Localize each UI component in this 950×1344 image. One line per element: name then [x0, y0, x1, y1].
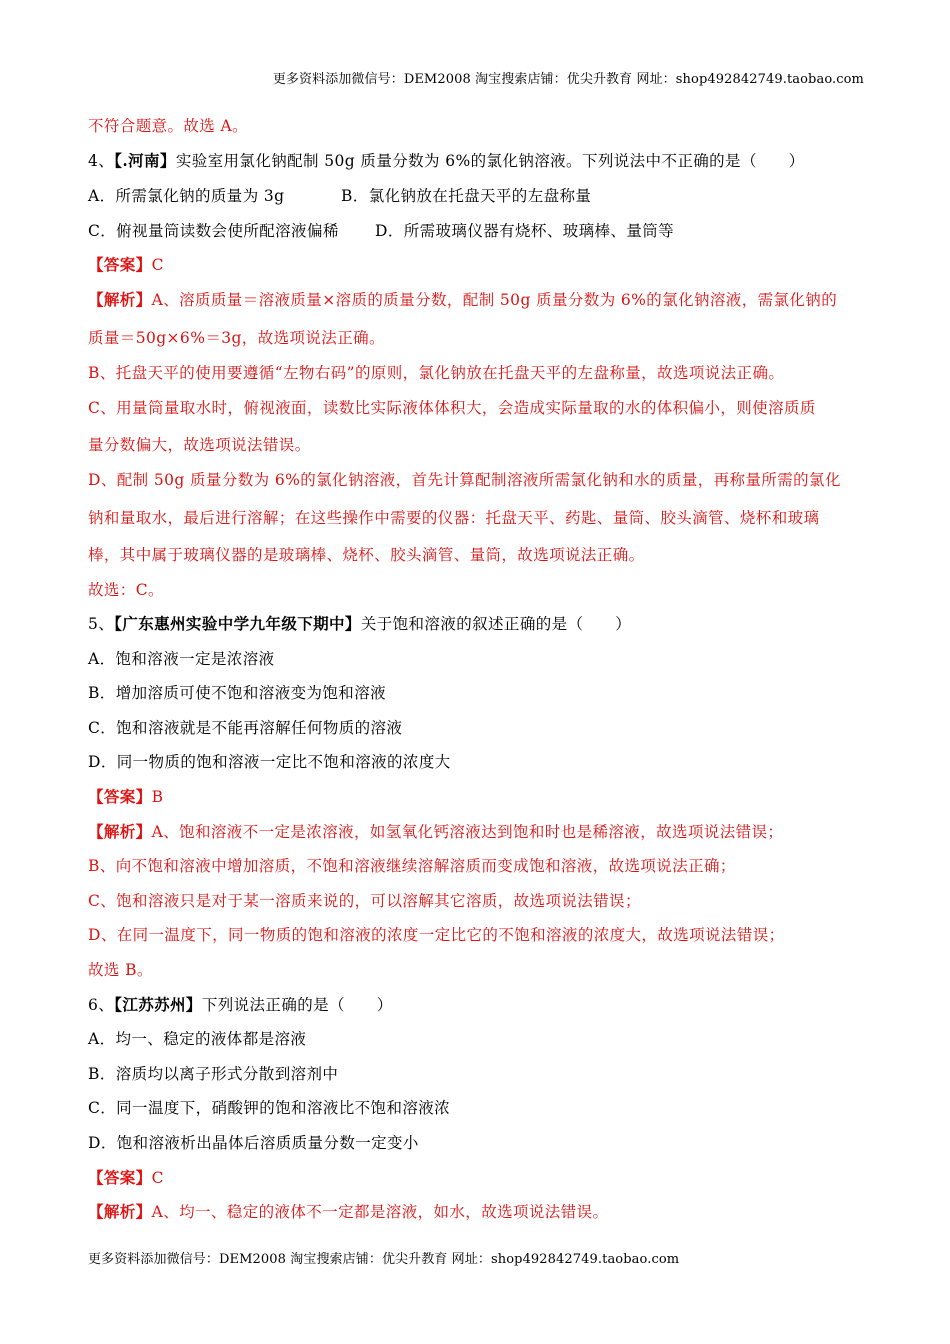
q4-source: 【.河南】	[114, 151, 176, 170]
q4-conclusion: 故选：C。	[88, 581, 164, 599]
q6-stem-line	[88, 995, 393, 1015]
q5-option-d: D．同一物质的饱和溶液一定比不饱和溶液的浓度大	[88, 753, 451, 771]
q6-answer	[88, 1168, 164, 1188]
q5-explanation-line-2: B、向不饱和溶液中增加溶质，不饱和溶液继续溶解溶质而变成饱和溶液，故选项说法正确；	[88, 857, 736, 875]
q4-stem: 实验室用氯化钠配制 50g 质量分数为 6%的氯化钠溶液。下列说法中不正确的是（ ）	[175, 152, 805, 170]
q5-explanation-line-3: C、饱和溶液只是对于某一溶质来说的，可以溶解其它溶质，故选项说法错误；	[88, 892, 641, 910]
q6-explanation-label: 【解析】	[88, 1202, 152, 1221]
q6-answer-label: 【答案】	[88, 1168, 152, 1187]
q4-option-b: B．氯化钠放在托盘天平的左盘称量	[341, 187, 592, 205]
q5-answer	[88, 787, 163, 807]
q6-option-d: D．饱和溶液析出晶体后溶质质量分数一定变小	[88, 1134, 419, 1152]
q4-number: 4、	[88, 152, 115, 170]
q5-option-a: A．饱和溶液一定是浓溶液	[88, 650, 275, 668]
q5-option-c: C．饱和溶液就是不能再溶解任何物质的溶液	[88, 719, 403, 737]
q6-option-b: B．溶质均以离子形式分散到溶剂中	[88, 1065, 339, 1083]
q5-explanation-line-1: 【解析】A、饱和溶液不一定是浓溶液，如氢氧化钙溶液达到饱和时也是稀溶液，故选项说法错误；	[88, 822, 784, 841]
q6-source: 【江苏苏州】	[114, 995, 202, 1014]
q5-option-b: B．增加溶质可使不饱和溶液变为饱和溶液	[88, 684, 386, 702]
q4-option-c: C．俯视量筒读数会使所配溶液偏稀	[88, 222, 339, 240]
q4-stem-line	[88, 151, 805, 171]
q5-explanation-label: 【解析】	[88, 822, 152, 841]
q6-option-c: C．同一温度下，硝酸钾的饱和溶液比不饱和溶液浓	[88, 1099, 451, 1117]
q6-explanation-line-1: 【解析】A、均一、稳定的液体不一定都是溶液，如水，故选项说法错误。	[88, 1202, 609, 1221]
q4-explanation-line-5: 量分数偏大，故选项说法错误。	[88, 436, 311, 454]
q4-answer-value: C	[151, 256, 164, 274]
q4-explanation-line-2: 质量＝50g×6%＝3g，故选项说法正确。	[88, 329, 385, 347]
q4-explanation-line-4: C、用量筒量取水时，俯视液面，读数比实际液体体积大，会造成实际量取的水的体积偏小，则使溶质质	[88, 399, 816, 417]
q4-option-d: D．所需玻璃仪器有烧杯、玻璃棒、量筒等	[375, 222, 675, 240]
page-footer: 更多资料添加微信号：DEM2008 淘宝搜索店铺：优尖升教育 网址：shop492842749.taobao.com	[88, 1252, 680, 1267]
q4-options-row2	[88, 221, 888, 241]
q4-answer	[88, 255, 164, 275]
q5-number: 5、	[88, 615, 115, 633]
q4-explanation-line-8: 棒，其中属于玻璃仪器的是玻璃棒、烧杯、胶头滴管、量筒，故选项说法正确。	[88, 546, 645, 564]
q4-explanation-line-1: 【解析】A、溶质质量＝溶液质量×溶质的质量分数，配制 50g 质量分数为 6%的氯化钠溶液，需氯化钠的	[88, 290, 838, 309]
q4-options-row1	[88, 186, 888, 206]
q6-number: 6、	[88, 996, 115, 1014]
q5-stem: 关于饱和溶液的叙述正确的是（ ）	[360, 615, 632, 633]
q4-explanation-label: 【解析】	[88, 290, 152, 309]
carryover-text: 不符合题意。故选 A。	[88, 117, 249, 135]
q5-explanation-line-4: D、在同一温度下，同一物质的饱和溶液的浓度一定比它的不饱和溶液的浓度大，故选项说法错误；	[88, 926, 785, 944]
q6-option-a: A．均一、稳定的液体都是溶液	[88, 1030, 307, 1048]
q6-stem: 下列说法正确的是（ ）	[201, 996, 393, 1014]
q4-explanation-line-6: D、配制 50g 质量分数为 6%的氯化钠溶液，首先计算配制溶液所需氯化钠和水的质量，再称量所需的氯化	[88, 471, 841, 489]
q4-explanation-line-3: B、托盘天平的使用要遵循“左物右码”的原则，氯化钠放在托盘天平的左盘称量，故选项说法正确。	[88, 364, 785, 382]
q5-answer-value: B	[151, 788, 164, 806]
q4-option-a: A．所需氯化钠的质量为 3g	[88, 187, 285, 205]
q5-source: 【广东惠州实验中学九年级下期中】	[114, 614, 361, 633]
page-header: 更多资料添加微信号：DEM2008 淘宝搜索店铺：优尖升教育 网址：shop492842749.taobao.com	[272, 72, 864, 87]
q4-answer-label: 【答案】	[88, 255, 152, 274]
q5-answer-label: 【答案】	[88, 787, 152, 806]
q5-stem-line	[88, 614, 631, 634]
q6-answer-value: C	[151, 1169, 164, 1187]
q5-conclusion: 故选 B。	[88, 961, 153, 979]
q4-explanation-line-7: 钠和量取水，最后进行溶解；在这些操作中需要的仪器：托盘天平、药匙、量筒、胶头滴管、烧杯和玻璃	[88, 509, 820, 527]
